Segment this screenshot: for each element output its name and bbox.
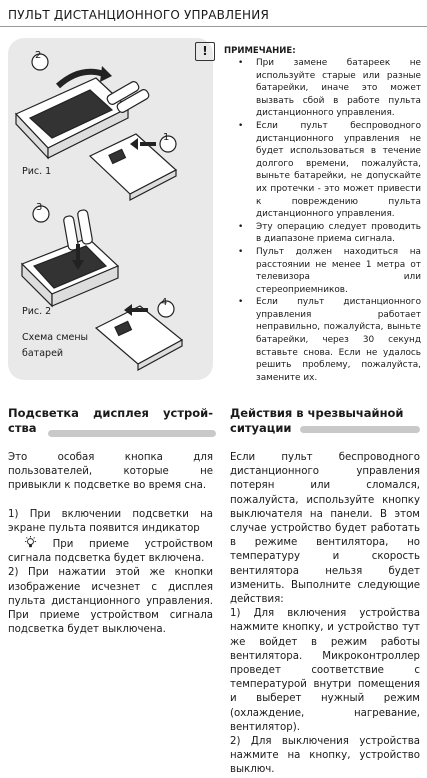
note-item: • Пульт должен находиться на расстоянии не менее 1 метра от телевизора или стереоприемников. [226, 246, 421, 296]
page-title: ПУЛЬТ ДИСТАНЦИОННОГО УПРАВЛЕНИЯ [8, 8, 269, 22]
heading-underline-bar [48, 430, 216, 437]
step-number-4: 4 [161, 297, 168, 308]
backlight-body [8, 451, 213, 637]
figure-caption [22, 330, 88, 362]
emergency-intro: Если пульт беспроводного дистанционного управления потерян или сломался, пожалуйста, используйте кнопку выключателя на панели. В этом случае устройство будет работать в режиме вентилятора, но температуру и скорость вентилятора нельзя будет изменить. Выполните следующие действия: [230, 452, 420, 606]
warning-icon: ! [195, 42, 215, 61]
emergency-step2: 2) Для выключения устройства нажмите на кнопку, устройство выключ. [230, 736, 420, 776]
backlight-heading-line1: Подсветка дисплея устрой- [8, 406, 213, 420]
backlight-step1: 1) При включении подсветки на экране пульта появится индикатор [8, 508, 213, 534]
figure-caption-line1: Схема смены [22, 332, 89, 343]
note-item: • При замене батареек не используйте старые или разные батарейки, иначе это может вызвать сбой в работе пульта дистанционного управления. [226, 57, 421, 120]
note-item: • Если пульт дистанционного управления работает неправильно, пожалуйста, выньте батарейки, через 30 секунд вставьте снова. Если не удалось решить проблему, пожалуйста, замените их. [226, 296, 421, 384]
backlight-step2: 2) При нажатии этой же кнопки изображение исчезнет с дисплея пульта дистанционного управления. При приеме устройством сигнала подсветка будет выключена. [8, 567, 213, 636]
heading-underline-bar [300, 426, 420, 433]
note-item: • Если пульт беспроводного дистанционного управления не будет использоваться в течение долгого времени, пожалуйста, выньте батарейки, не допускайте их протечки - это может привести к повреждению пульта дистанционного управления. [226, 120, 421, 221]
battery-figure-panel [8, 38, 213, 380]
emergency-body [230, 451, 420, 778]
figure-label-1: Рис. 1 [22, 166, 52, 177]
emergency-step1: 1) Для включения устройства нажмите кнопку, и устройство тут же войдет в режим работы вентилятора. Микроконтроллер проведет соответствие с температурой внутри помещения и выберет нужный режим (охлаждение, нагревание, вентилятор). [230, 608, 420, 733]
emergency-heading-line1: Действия в чрезвычайной [230, 406, 404, 420]
figure-caption-line2: батарей [22, 348, 64, 359]
emergency-heading-line2: ситуации [230, 421, 292, 435]
note-title: ПРИМЕЧАНИЕ: [224, 46, 296, 56]
step-number-2: 2 [35, 50, 42, 61]
note-list [226, 57, 421, 384]
backlight-heading-line2: ства [8, 421, 37, 435]
figure-label-2: Рис. 2 [22, 306, 52, 317]
backlight-step1-continued: При приеме устройством сигнала подсветка будет включена. [8, 539, 213, 565]
note-item: • Эту операцию следует проводить в диапазоне приема сигнала. [226, 221, 421, 246]
bulb-icon [24, 536, 37, 549]
step-number-1: 1 [163, 132, 170, 143]
step-number-3: 3 [36, 202, 43, 213]
backlight-intro: Это особая кнопка для пользователей, которые не привыкли к подсветке во время сна. [8, 452, 213, 492]
header-divider [0, 26, 427, 27]
